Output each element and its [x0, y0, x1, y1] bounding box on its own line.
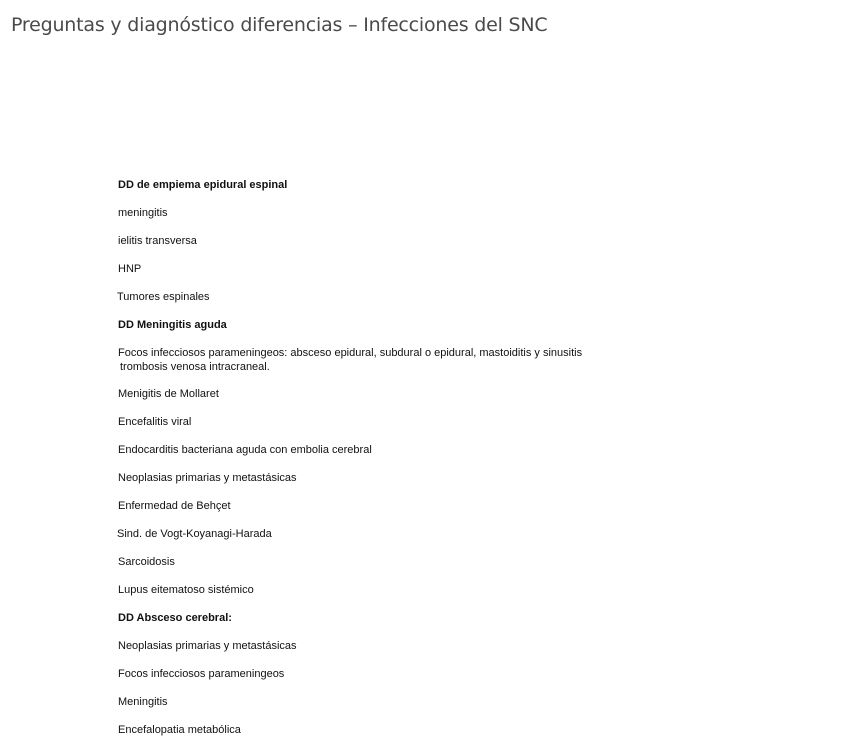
page-title: Preguntas y diagnóstico diferencias – Infecciones del SNC — [11, 14, 548, 36]
list-item: Enfermedad de Behçet — [118, 500, 231, 512]
list-item: Neoplasias primarias y metastásicas — [118, 472, 297, 484]
list-item: meningitis — [118, 207, 168, 219]
list-item: Focos infecciosos parameningeos — [118, 668, 285, 680]
list-item-focos — [118, 346, 718, 374]
focos-line-2: trombosis venosa intracraneal. — [120, 361, 270, 373]
list-item: Neoplasias primarias y metastásicas — [118, 640, 297, 652]
list-item: Menigitis de Mollaret — [118, 388, 219, 400]
section-heading-meningitis: DD Meningitis aguda — [118, 319, 227, 331]
list-item: Lupus eitematoso sistémico — [118, 584, 254, 596]
list-item: Sind. de Vogt-Koyanagi-Harada — [117, 528, 272, 540]
document-body — [118, 178, 718, 751]
list-item: HNP — [118, 263, 142, 275]
list-item: Meningitis — [118, 696, 168, 708]
section-heading-absceso: DD Absceso cerebral: — [118, 612, 232, 624]
section-heading-empiema: DD de empiema epidural espinal — [118, 179, 288, 191]
list-item: Endocarditis bacteriana aguda con embolia cerebral — [118, 444, 372, 456]
list-item: Tumores espinales — [117, 291, 210, 303]
list-item: Sarcoidosis — [118, 556, 175, 568]
list-item: Encefalopatia metabólica — [118, 724, 241, 736]
list-item: ielitis transversa — [118, 235, 197, 247]
list-item: Encefalitis viral — [118, 416, 192, 428]
focos-line-1: Focos infecciosos parameningeos: absceso epidural, subdural o epidural, mastoiditis y sinusitis — [118, 347, 583, 359]
